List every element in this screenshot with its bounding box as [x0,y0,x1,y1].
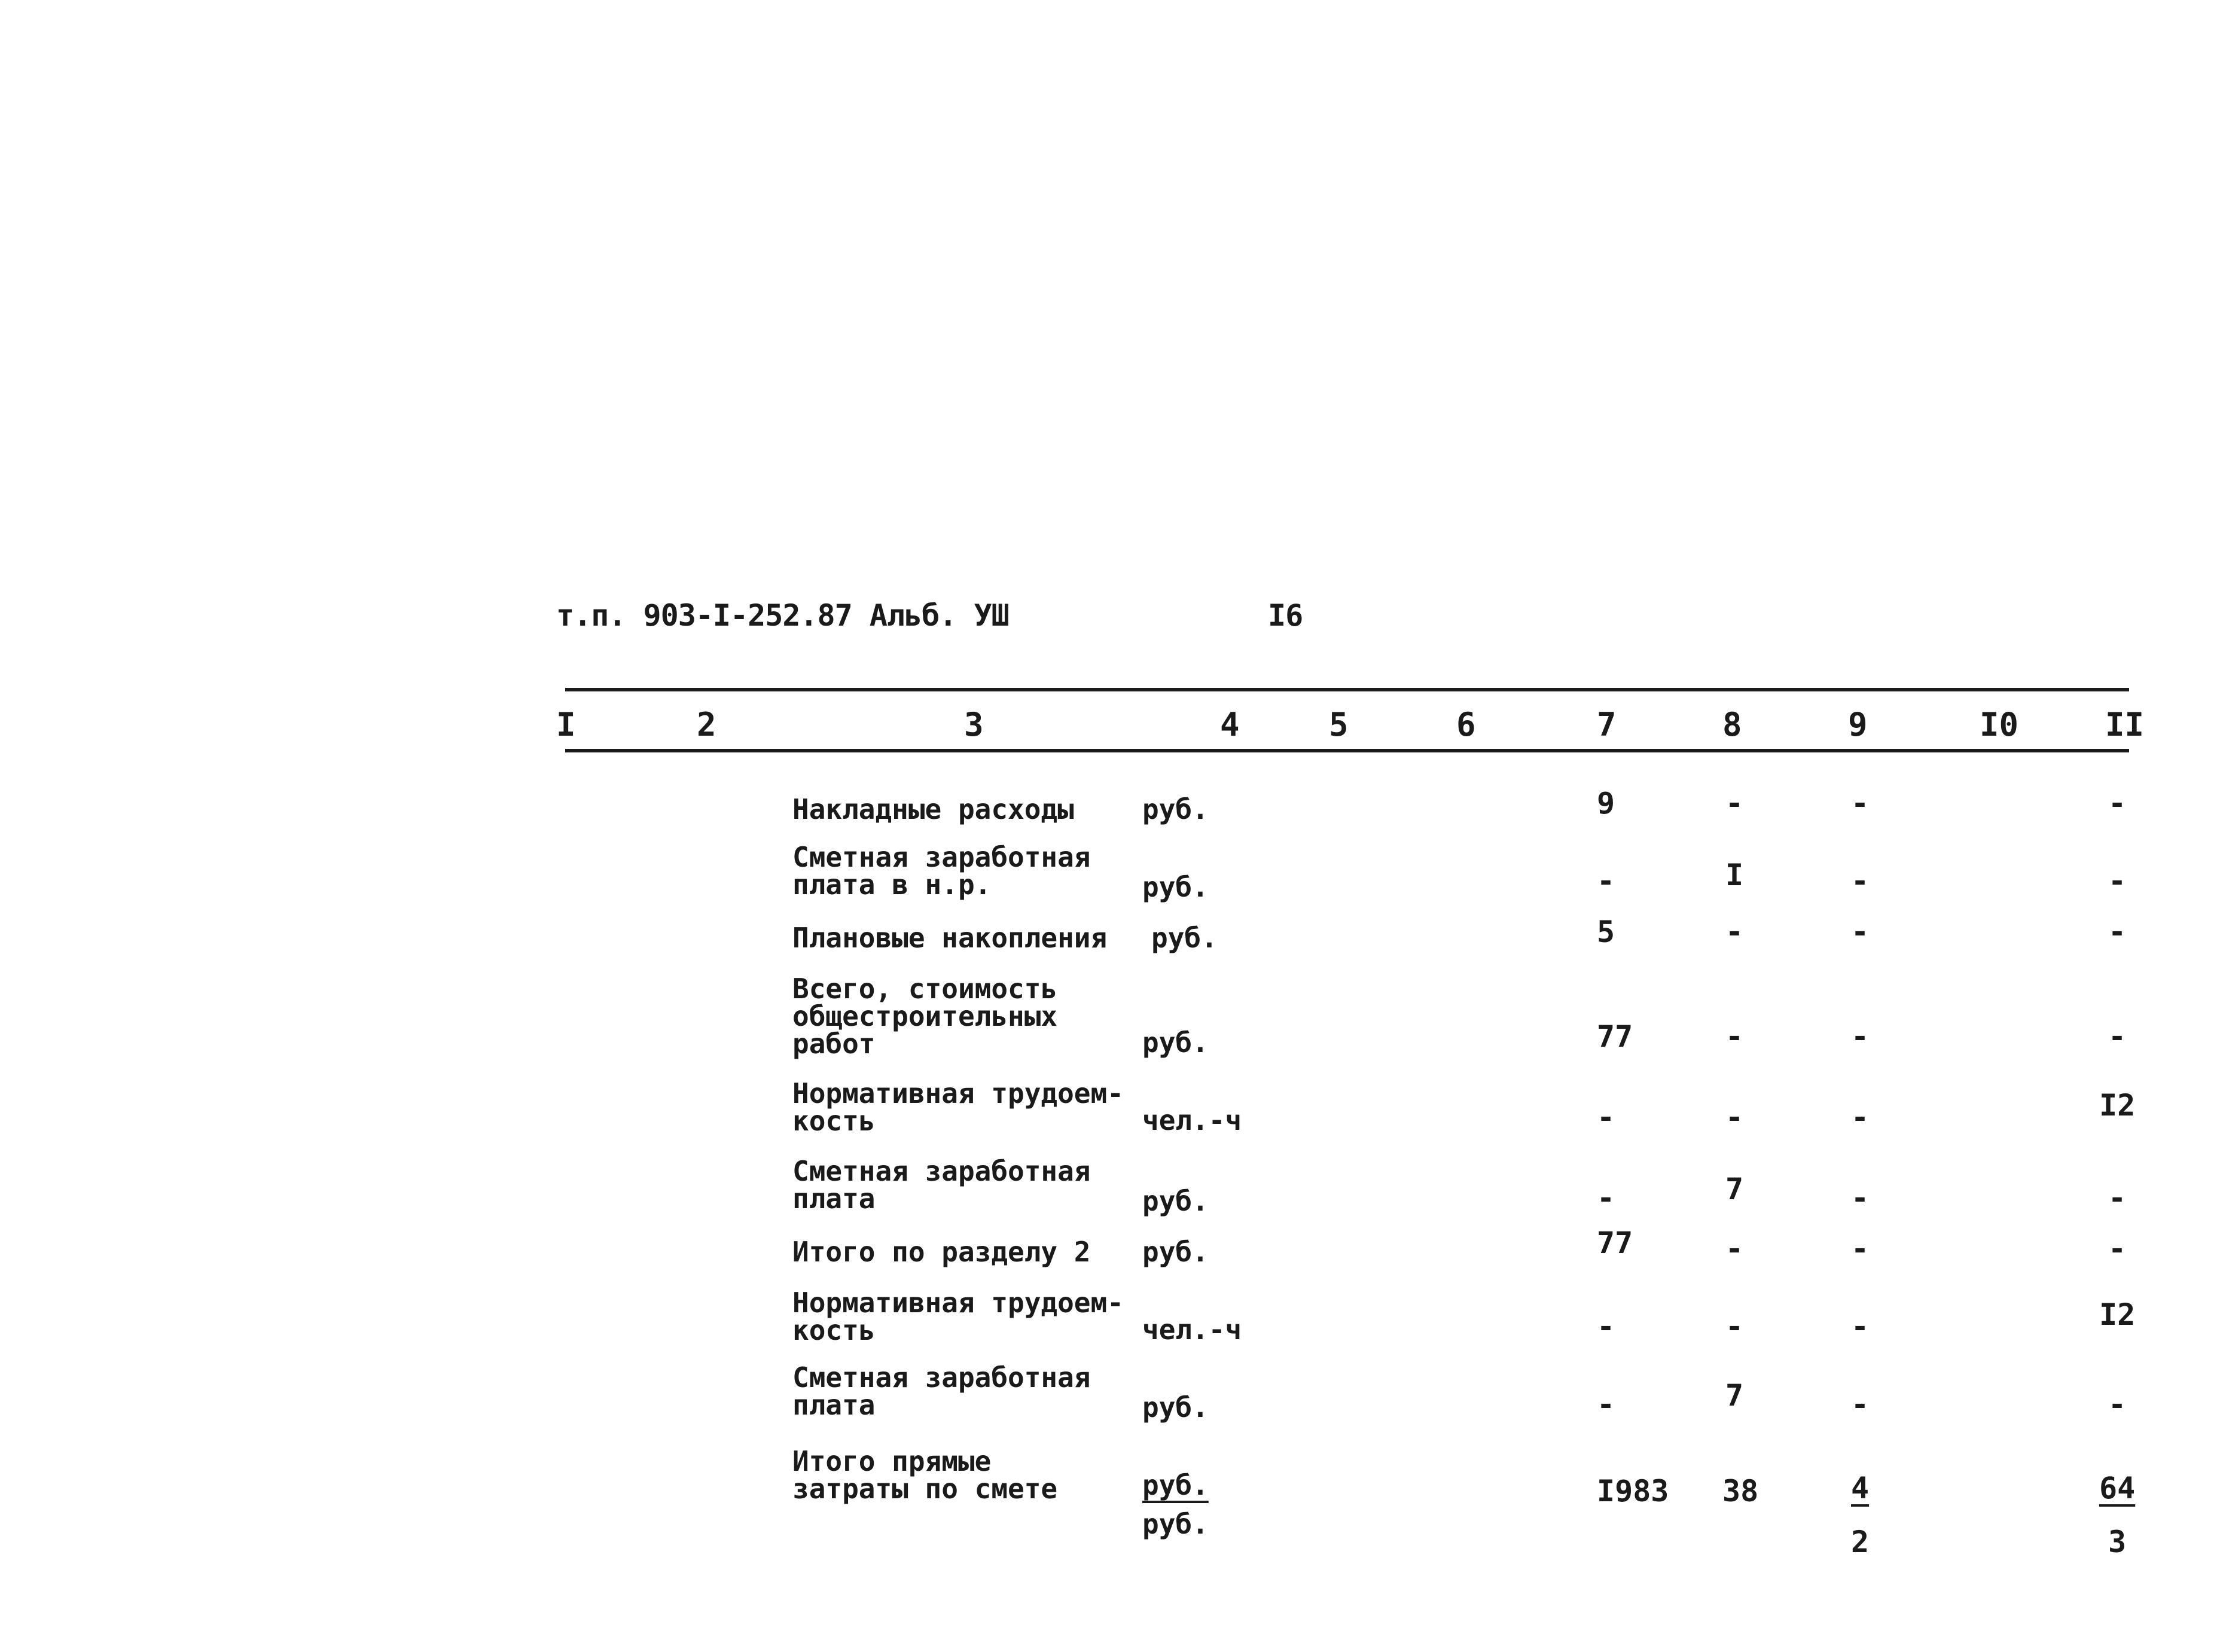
column-number: 2 [697,706,716,743]
cell-col7: - [1597,1387,1615,1422]
row-unit: руб. [1151,922,1218,954]
column-number: 3 [964,706,984,743]
row-unit: руб. [1142,871,1209,903]
cell-col11: I2 [2099,1088,2136,1123]
page-number: I6 [1268,598,1303,633]
cell-col7: I983 [1597,1474,1669,1508]
cell-col9: - [1851,786,1870,821]
column-number: 9 [1848,706,1868,743]
cell-col8: 38 [1722,1474,1759,1508]
cell-col9: - [1851,915,1870,949]
row-description: Сметная заработная плата [792,1155,1091,1215]
cell-col9: - [1851,1100,1870,1135]
row-unit: руб. [1142,1391,1209,1424]
cell-col7: - [1597,864,1615,898]
cell-col11: - [2108,864,2127,898]
cell-col9: - [1851,1309,1870,1344]
cell-col9: - [1851,1019,1870,1054]
row-description: Итого прямые затраты по смете [792,1445,1058,1505]
cell-col11: - [2108,786,2127,821]
cell-col8: - [1725,1019,1744,1054]
cell-col7: 5 [1597,915,1615,949]
cell-col8: - [1725,915,1744,949]
row-unit: руб. [1142,793,1209,825]
cell-col7: 9 [1597,786,1615,821]
row-description: Накладные расходы [792,793,1074,825]
row-description: Всего, стоимость общестроительных работ [792,973,1058,1060]
column-number: 8 [1722,706,1742,743]
row-unit: руб. [1142,1236,1209,1268]
cell-col11: - [2108,1232,2127,1266]
row-unit: руб. [1142,1185,1209,1217]
column-number: I0 [1980,706,2019,743]
cell-col8: - [1725,786,1744,821]
row-unit: чел.-ч [1142,1104,1242,1136]
column-number: 6 [1456,706,1476,743]
cell-col7: - [1597,1309,1615,1344]
cell-col7: 77 [1597,1019,1633,1054]
cell-col9-secondary: 2 [1851,1525,1870,1559]
row-unit: руб. [1142,1026,1209,1059]
cell-col9: - [1851,1232,1870,1266]
cell-col8: - [1725,1309,1744,1344]
cell-col8: I [1725,858,1744,892]
row-unit: руб. [1142,1469,1209,1501]
cell-col8: - [1725,1232,1744,1266]
cell-col8: 7 [1725,1172,1744,1206]
cell-col7: - [1597,1181,1615,1215]
table-header-rule [565,749,2129,752]
cell-col11: - [2108,1019,2127,1054]
cell-col11: I2 [2099,1297,2136,1332]
row-description: Итого по разделу 2 [792,1236,1091,1268]
cell-col9: 4 [1851,1471,1870,1505]
row-description: Нормативная трудоем- кость [792,1287,1124,1346]
cell-col11-secondary: 3 [2108,1525,2127,1559]
table-top-rule [565,688,2129,691]
column-number: 4 [1220,706,1240,743]
row-description: Нормативная трудоем- кость [792,1077,1124,1137]
doc-reference: т.п. 903-I-252.87 Альб. УШ [556,598,1009,633]
column-number: 5 [1329,706,1349,743]
cell-col11: - [2108,915,2127,949]
row-description: Плановые накопления [792,922,1108,954]
cell-col7: - [1597,1100,1615,1135]
row-unit: чел.-ч [1142,1313,1242,1346]
cell-col11: 64 [2099,1471,2136,1505]
cell-col8: 7 [1725,1378,1744,1413]
cell-col11: - [2108,1387,2127,1422]
cell-col9: - [1851,1387,1870,1422]
cell-col11: - [2108,1181,2127,1215]
row-description: Сметная заработная плата [792,1361,1091,1421]
cell-col9: - [1851,864,1870,898]
row-description: Сметная заработная плата в н.р. [792,841,1091,901]
column-number: I [556,706,576,743]
cell-col9: - [1851,1181,1870,1215]
cell-col7: 77 [1597,1226,1633,1260]
cell-col8: - [1725,1100,1744,1135]
column-number: II [2105,706,2145,743]
row-unit-secondary: руб. [1142,1508,1209,1540]
column-number: 7 [1597,706,1617,743]
